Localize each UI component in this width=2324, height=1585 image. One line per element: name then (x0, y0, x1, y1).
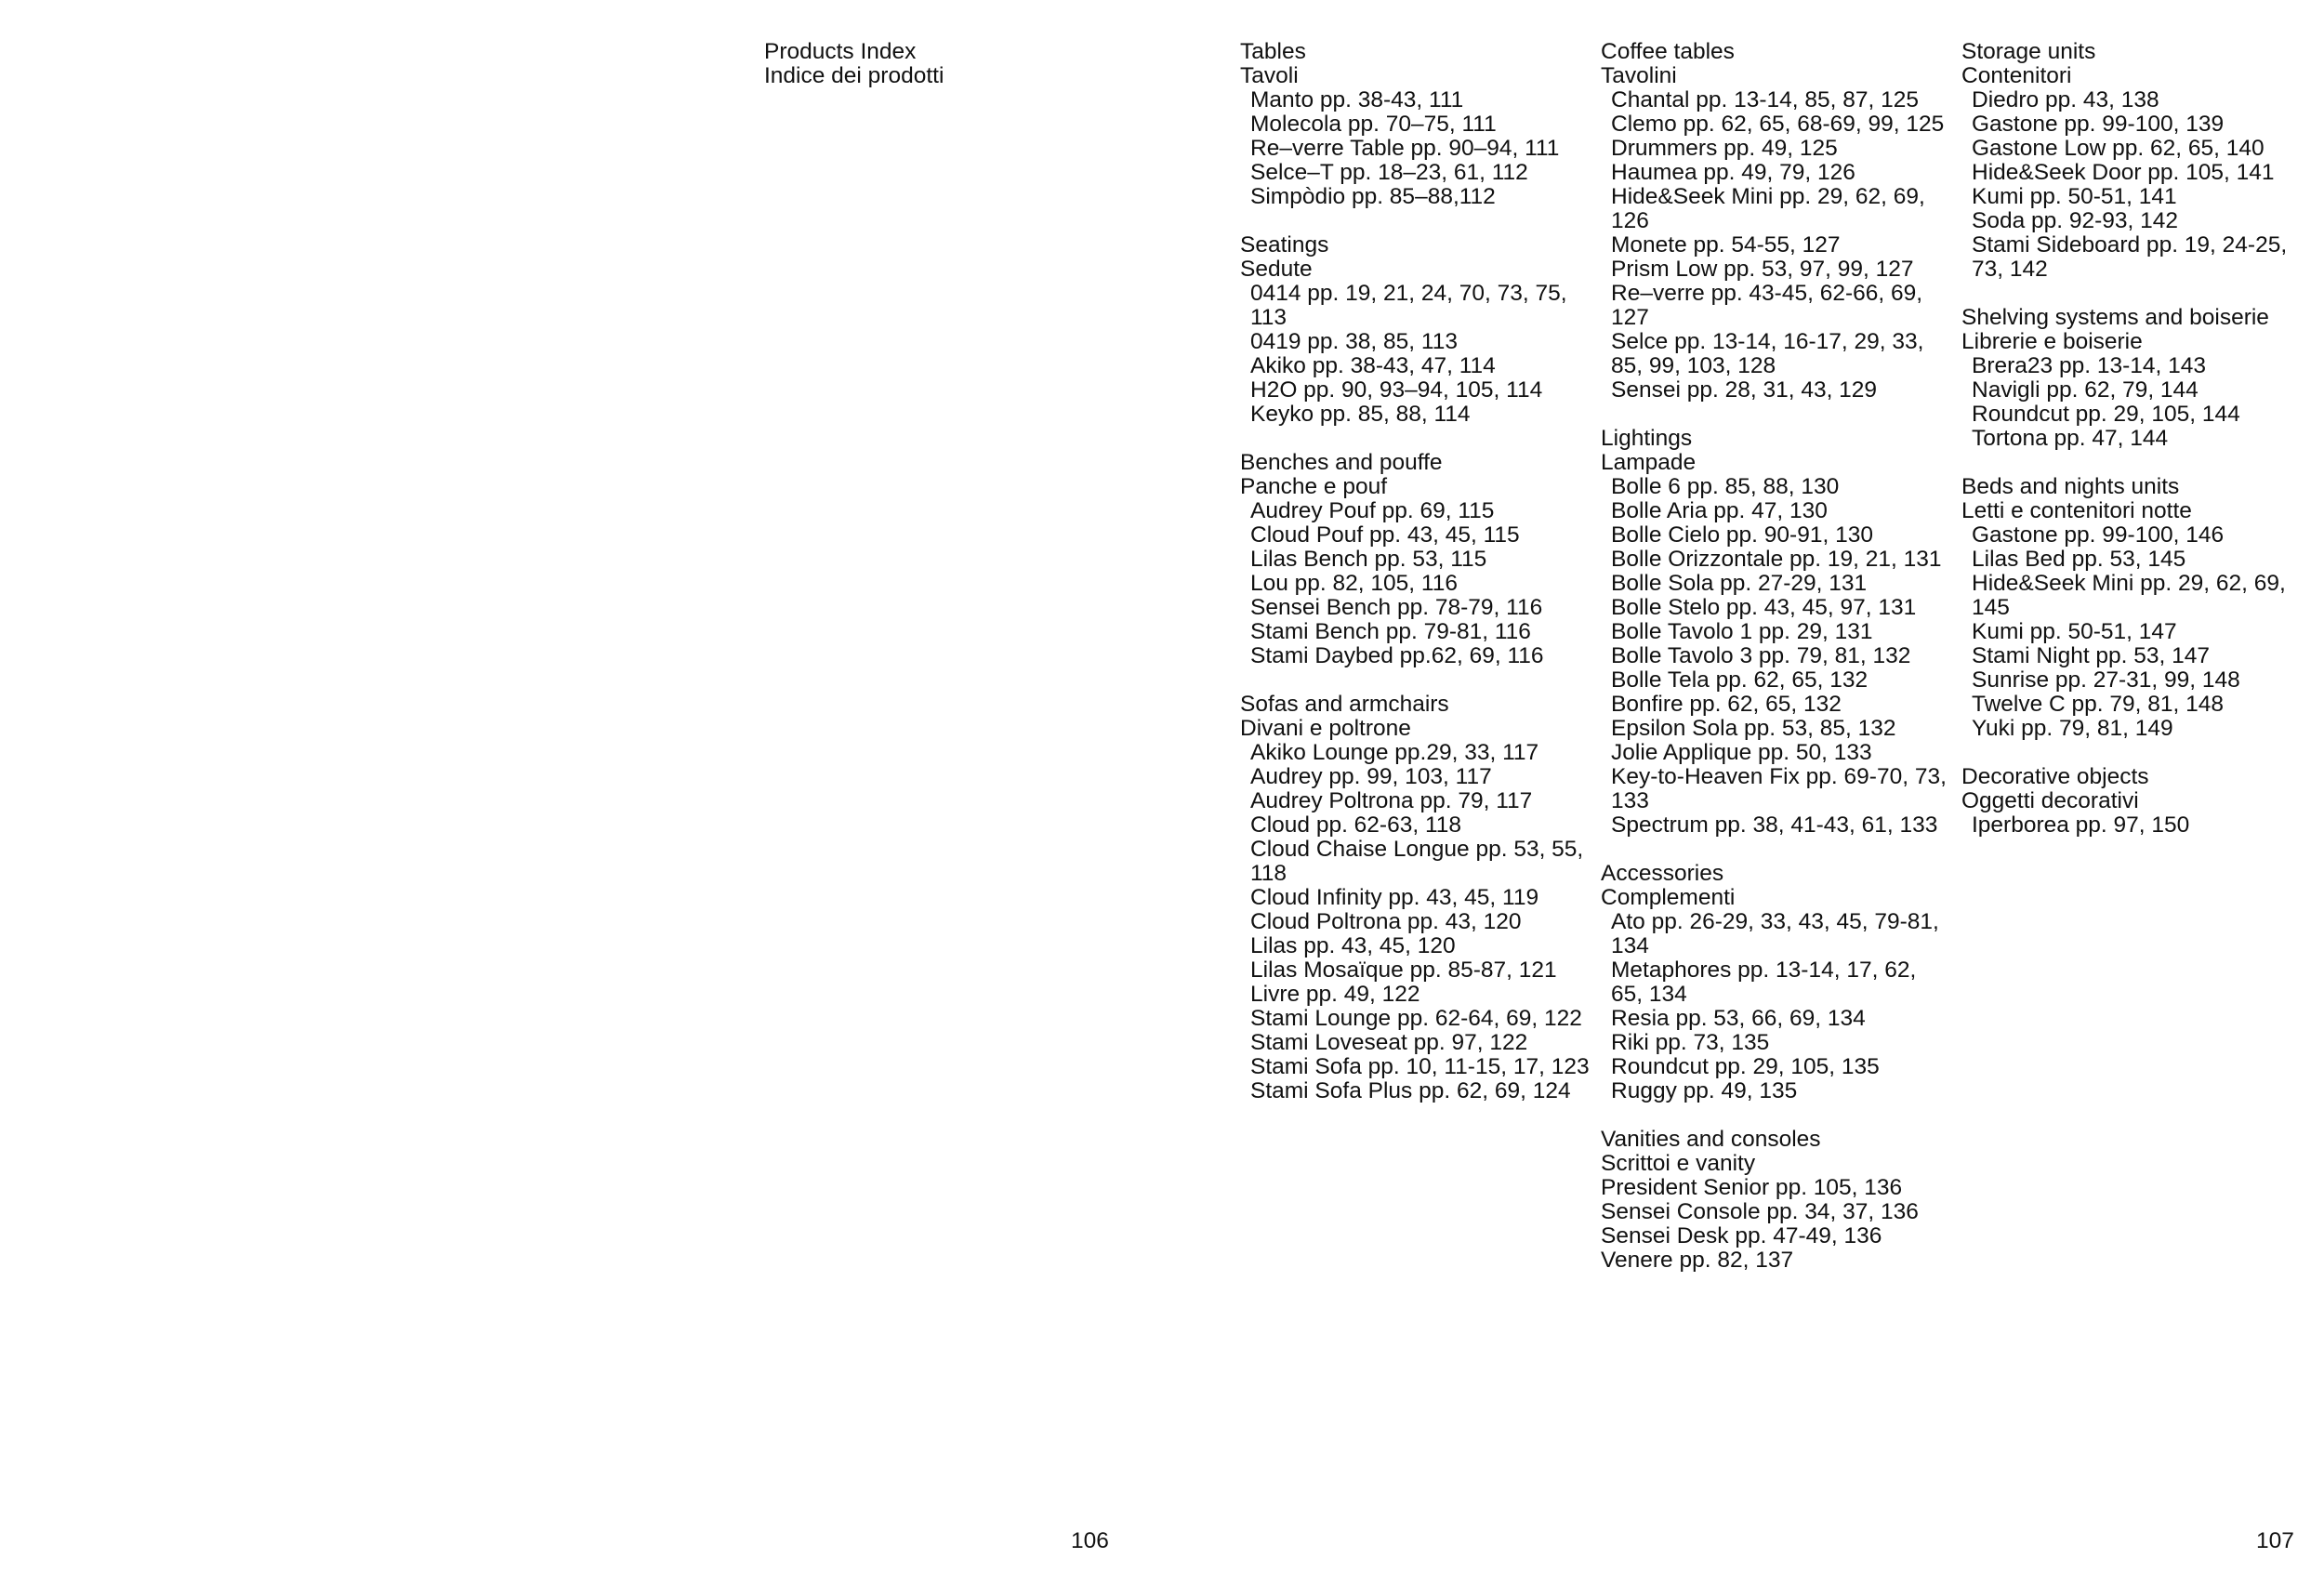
section-heading-it: Tavolini (1601, 63, 1677, 88)
product-entry: Chantal pp. 13-14, 85, 87, 125 (1611, 87, 1920, 112)
product-entry: 0414 pp. 19, 21, 24, 70, 73, 75, 113 (1250, 281, 1567, 330)
product-list (1240, 741, 1593, 1103)
product-entry: Drummers pp. 49, 125 (1611, 136, 1838, 161)
product-entry: Stami Daybed pp.62, 69, 116 (1250, 643, 1544, 668)
product-entry: Bolle Aria pp. 47, 130 (1611, 498, 1828, 523)
product-entry: Yuki pp. 79, 81, 149 (1972, 716, 2173, 741)
product-entry: Monete pp. 54-55, 127 (1611, 232, 1841, 258)
product-entry: Roundcut pp. 29, 105, 135 (1611, 1054, 1880, 1079)
section-heading-en: Lightings (1601, 426, 1693, 451)
index-column-1 (1240, 40, 1593, 1103)
section-heading-it: Divani e poltrone (1240, 716, 1411, 741)
product-entry: Roundcut pp. 29, 105, 144 (1972, 402, 2240, 427)
product-entry: Twelve C pp. 79, 81, 148 (1972, 692, 2225, 717)
product-list (1961, 813, 2310, 838)
index-section (1961, 40, 2310, 282)
product-entry: Bolle Stelo pp. 43, 45, 97, 131 (1611, 595, 1917, 620)
product-entry: Selce–T pp. 18–23, 61, 112 (1250, 160, 1528, 185)
product-list (1240, 499, 1593, 668)
index-column-3 (1961, 40, 2310, 838)
index-section (1601, 862, 1954, 1103)
section-heading-it: Panche e pouf (1240, 474, 1388, 499)
section-heading-en: Seatings (1240, 232, 1329, 258)
product-entry: Riki pp. 73, 135 (1611, 1030, 1770, 1055)
product-list (1601, 1176, 1954, 1273)
section-heading-en: Storage units (1961, 39, 2096, 64)
product-entry: Cloud Pouf pp. 43, 45, 115 (1250, 522, 1520, 548)
index-section (1240, 233, 1593, 427)
section-heading-en: Sofas and armchairs (1240, 692, 1449, 717)
product-list (1240, 282, 1593, 427)
product-entry: Lilas Mosaïque pp. 85-87, 121 (1250, 958, 1557, 983)
product-entry: Lilas pp. 43, 45, 120 (1250, 933, 1456, 958)
index-section (1961, 475, 2310, 741)
product-entry: Stami Night pp. 53, 147 (1972, 643, 2211, 668)
product-entry: Audrey Poltrona pp. 79, 117 (1250, 788, 1533, 813)
product-list (1601, 475, 1954, 838)
product-entry: Stami Bench pp. 79-81, 116 (1250, 619, 1531, 644)
product-entry: Gastone Low pp. 62, 65, 140 (1972, 136, 2265, 161)
product-entry: Clemo pp. 62, 65, 68-69, 99, 125 (1611, 112, 1945, 137)
product-entry: Jolie Applique pp. 50, 133 (1611, 740, 1872, 765)
product-entry: Bolle Tavolo 3 pp. 79, 81, 132 (1611, 643, 1911, 668)
product-list (1240, 88, 1593, 209)
product-entry: Selce pp. 13-14, 16-17, 29, 33, 85, 99, 103, 128 (1611, 329, 1924, 378)
product-entry: Livre pp. 49, 122 (1250, 982, 1420, 1007)
product-entry: Sensei Bench pp. 78-79, 116 (1250, 595, 1543, 620)
product-entry: Venere pp. 82, 137 (1601, 1248, 1794, 1273)
product-entry: Keyko pp. 85, 88, 114 (1250, 402, 1471, 427)
product-entry: Cloud Infinity pp. 43, 45, 119 (1250, 885, 1539, 910)
product-entry: Ruggy pp. 49, 135 (1611, 1078, 1798, 1103)
section-heading-it: Librerie e boiserie (1961, 329, 2143, 354)
section-heading-en: Tables (1240, 39, 1306, 64)
product-entry: Bolle Orizzontale pp. 19, 21, 131 (1611, 547, 1942, 572)
product-entry: Diedro pp. 43, 138 (1972, 87, 2159, 112)
product-entry: Ato pp. 26-29, 33, 43, 45, 79-81, 134 (1611, 909, 1939, 958)
product-entry: Bolle Sola pp. 27-29, 131 (1611, 571, 1868, 596)
product-entry: Gastone pp. 99-100, 146 (1972, 522, 2225, 548)
product-entry: Audrey Pouf pp. 69, 115 (1250, 498, 1495, 523)
page-number-left: 106 (1071, 1528, 1109, 1553)
product-entry: Resia pp. 53, 66, 69, 134 (1611, 1006, 1866, 1031)
product-entry: Akiko pp. 38-43, 47, 114 (1250, 353, 1496, 378)
product-entry: Kumi pp. 50-51, 147 (1972, 619, 2177, 644)
product-list (1961, 354, 2310, 451)
section-heading-en: Beds and nights units (1961, 474, 2180, 499)
product-entry: Metaphores pp. 13-14, 17, 62, 65, 134 (1611, 958, 1917, 1007)
product-entry: Lilas Bed pp. 53, 145 (1972, 547, 2186, 572)
index-section (1240, 693, 1593, 1103)
product-entry: Brera23 pp. 13-14, 143 (1972, 353, 2206, 378)
product-entry: Epsilon Sola pp. 53, 85, 132 (1611, 716, 1896, 741)
product-entry: Bonfire pp. 62, 65, 132 (1611, 692, 1842, 717)
product-entry: Bolle Cielo pp. 90-91, 130 (1611, 522, 1873, 548)
index-section (1961, 306, 2310, 451)
product-entry: Navigli pp. 62, 79, 144 (1972, 377, 2199, 403)
product-entry: Re–verre Table pp. 90–94, 111 (1250, 136, 1560, 161)
product-entry: Lou pp. 82, 105, 116 (1250, 571, 1458, 596)
product-entry: Stami Sideboard pp. 19, 24-25, 73, 142 (1972, 232, 2288, 282)
index-section (1240, 451, 1593, 668)
section-heading-it: Oggetti decorativi (1961, 788, 2139, 813)
index-title-block (764, 40, 944, 88)
product-entry: Cloud Chaise Longue pp. 53, 55, 118 (1250, 837, 1584, 886)
index-section (1601, 427, 1954, 838)
product-entry: Simpòdio pp. 85–88,112 (1250, 184, 1496, 209)
product-entry: Tortona pp. 47, 144 (1972, 426, 2169, 451)
product-entry: Stami Lounge pp. 62-64, 69, 122 (1250, 1006, 1582, 1031)
product-list (1601, 910, 1954, 1103)
index-section (1961, 765, 2310, 838)
section-heading-en: Decorative objects (1961, 764, 2149, 789)
product-entry: Hide&Seek Door pp. 105, 141 (1972, 160, 2275, 185)
index-column-2 (1601, 40, 1954, 1273)
product-entry: Bolle 6 pp. 85, 88, 130 (1611, 474, 1840, 499)
index-section (1601, 1128, 1954, 1273)
product-list (1961, 523, 2310, 741)
product-entry: Sensei pp. 28, 31, 43, 129 (1611, 377, 1878, 403)
product-entry: Key-to-Heaven Fix pp. 69-70, 73, 133 (1611, 764, 1947, 813)
product-entry: Spectrum pp. 38, 41-43, 61, 133 (1611, 812, 1938, 838)
product-entry: Prism Low pp. 53, 97, 99, 127 (1611, 257, 1914, 282)
product-entry: Manto pp. 38-43, 111 (1250, 87, 1464, 112)
product-entry: Sunrise pp. 27-31, 99, 148 (1972, 667, 2240, 693)
index-title-it: Indice dei prodotti (764, 63, 944, 88)
product-entry: Bolle Tavolo 1 pp. 29, 131 (1611, 619, 1873, 644)
product-entry: H2O pp. 90, 93–94, 105, 114 (1250, 377, 1543, 403)
page-number-right: 107 (2256, 1528, 2294, 1553)
section-heading-it: Scrittoi e vanity (1601, 1151, 1756, 1176)
section-heading-it: Contenitori (1961, 63, 2072, 88)
index-title-en: Products Index (764, 39, 917, 64)
product-entry: Stami Sofa pp. 10, 11-15, 17, 123 (1250, 1054, 1590, 1079)
product-entry: Kumi pp. 50-51, 141 (1972, 184, 2177, 209)
product-entry: Re–verre pp. 43-45, 62-66, 69, 127 (1611, 281, 1923, 330)
product-entry: Sensei Console pp. 34, 37, 136 (1601, 1199, 1919, 1224)
section-heading-en: Accessories (1601, 861, 1724, 886)
section-heading-it: Sedute (1240, 257, 1313, 282)
product-entry: Lilas Bench pp. 53, 115 (1250, 547, 1487, 572)
product-entry: Molecola pp. 70–75, 111 (1250, 112, 1497, 137)
section-heading-it: Letti e contenitori notte (1961, 498, 2192, 523)
section-heading-it: Lampade (1601, 450, 1697, 475)
index-section (1240, 40, 1593, 209)
product-entry: Audrey pp. 99, 103, 117 (1250, 764, 1492, 789)
product-entry: Iperborea pp. 97, 150 (1972, 812, 2190, 838)
product-entry: Hide&Seek Mini pp. 29, 62, 69, 126 (1611, 184, 1925, 233)
section-heading-en: Coffee tables (1601, 39, 1735, 64)
product-entry: Cloud Poltrona pp. 43, 120 (1250, 909, 1522, 934)
product-entry: Akiko Lounge pp.29, 33, 117 (1250, 740, 1539, 765)
product-entry: Sensei Desk pp. 47-49, 136 (1601, 1223, 1882, 1248)
section-heading-it: Complementi (1601, 885, 1736, 910)
product-entry: Hide&Seek Mini pp. 29, 62, 69, 145 (1972, 571, 2286, 620)
product-entry: Bolle Tela pp. 62, 65, 132 (1611, 667, 1868, 693)
section-heading-en: Vanities and consoles (1601, 1127, 1821, 1152)
product-list (1961, 88, 2310, 282)
product-entry: 0419 pp. 38, 85, 113 (1250, 329, 1458, 354)
product-entry: Gastone pp. 99-100, 139 (1972, 112, 2225, 137)
product-list (1601, 88, 1954, 403)
section-heading-it: Tavoli (1240, 63, 1299, 88)
product-entry: President Senior pp. 105, 136 (1601, 1175, 1903, 1200)
product-entry: Stami Sofa Plus pp. 62, 69, 124 (1250, 1078, 1571, 1103)
index-section (1601, 40, 1954, 403)
section-heading-en: Benches and pouffe (1240, 450, 1443, 475)
product-entry: Stami Loveseat pp. 97, 122 (1250, 1030, 1528, 1055)
product-entry: Soda pp. 92-93, 142 (1972, 208, 2179, 233)
product-entry: Haumea pp. 49, 79, 126 (1611, 160, 1855, 185)
section-heading-en: Shelving systems and boiserie (1961, 305, 2269, 330)
product-entry: Cloud pp. 62-63, 118 (1250, 812, 1462, 838)
